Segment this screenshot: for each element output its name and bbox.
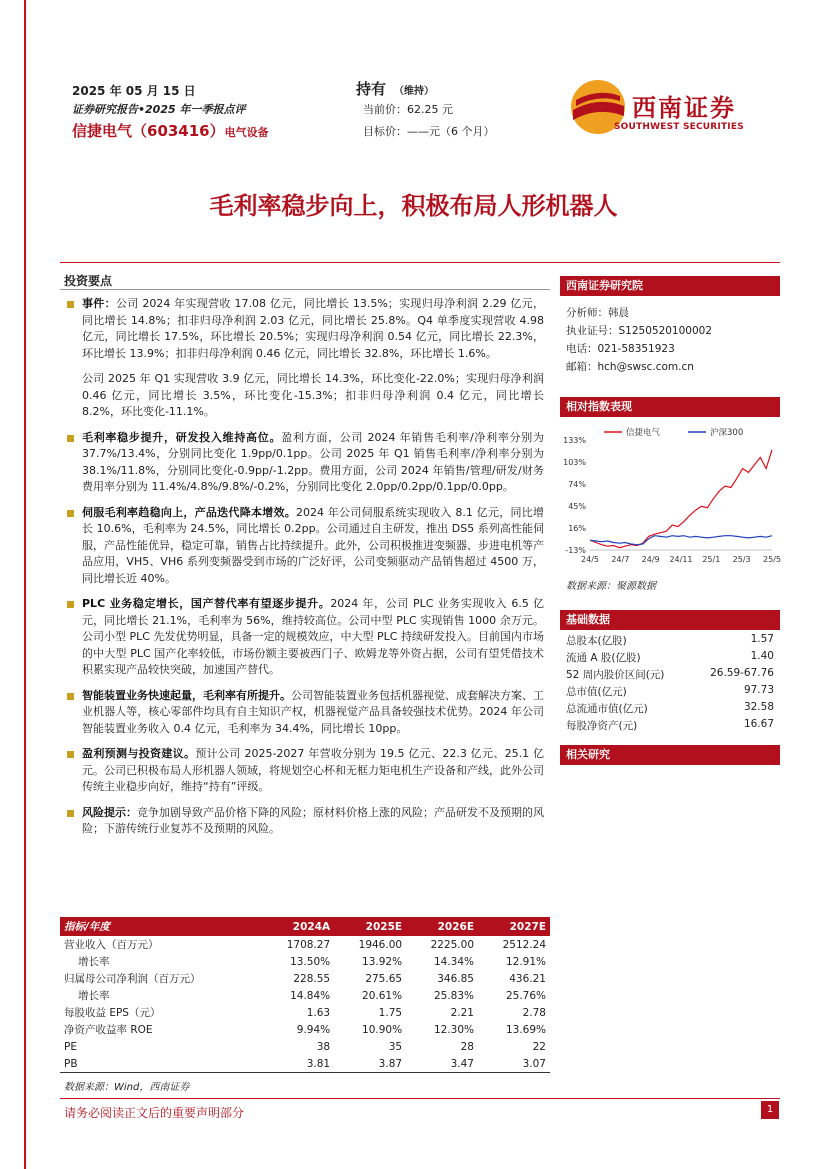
- point-lead: 智能装置业务快速起量，毛利率有所提升。: [82, 688, 291, 702]
- col-header: 2027E: [478, 917, 550, 936]
- table-row: [60, 1004, 550, 1021]
- point-text: 预计公司 2025-2027 年营收分别为 19.5 亿元、22.3 亿元、25.1 亿元。公司已积极布局人形机器人领域，将规划空心杯和无框力矩电机生产设备和产线，此外公司传统主业稳步向好，维持“持有”评级。: [82, 747, 544, 793]
- table-cell: 20.61%: [362, 989, 403, 1002]
- analyst-info: [566, 304, 712, 376]
- x-tick-label: 24/9: [641, 555, 660, 564]
- current-price: 当前价：62.25 元: [363, 103, 453, 116]
- row-label: 每股收益 EPS（元）: [64, 1007, 161, 1019]
- row-label: 净资产收益率 ROE: [64, 1024, 153, 1036]
- table-row: [60, 987, 550, 1004]
- point-lead: 毛利率稳步提升，研发投入维持高位。: [82, 430, 282, 444]
- point-lead: 盈利预测与投资建议。: [82, 747, 196, 760]
- table-cell: 3.87: [334, 1055, 406, 1073]
- stat-row: [566, 667, 774, 682]
- stat-label: 总市值(亿元): [566, 686, 627, 698]
- rating-value: 持有: [356, 80, 387, 98]
- table-cell: 38: [316, 1040, 331, 1053]
- stat-value: 97.73: [743, 684, 774, 696]
- table-cell: 275.65: [365, 972, 403, 985]
- x-tick-label: 25/1: [702, 555, 721, 564]
- table-cell: 436.21: [509, 972, 546, 985]
- x-tick-label: 24/5: [581, 555, 599, 564]
- footer-divider: [60, 1098, 780, 1099]
- point-text: 2024 年公司伺服系统实现收入 8.1 亿元，同比增长 10.6%，毛利率为 24.5%，同比增长 0.2pp。公司通过自主研发，推出 DS5 系列高性能伺服，产品性能优异，稳定可靠，销售占比持续提升。此外，公司积极推进变频器、步进电机等产品应用，VH5、VH6 系列变频器受到市场的广泛好评，公司变频驱动产品销售超过 4500 万，同比增长近 40%。: [82, 505, 544, 585]
- report-title: 毛利率稳步向上，积极布局人形机器人: [209, 192, 618, 220]
- point-text: 盈利方面，公司 2024 年销售毛利率/净利率分别为 37.7%/13.4%，分别同比变化 1.9pp/0.1pp。公司 2025 年 Q1 销售毛利率/净利率分别为 38.1%/11.8%，分别同比变化-0.9pp/-1.2pp。费用方面，公司 2024 年销售/管理/研发/财务费用率分别为 11.4%/4.8%/9.8%/-0.2%，分别同比变化 2.0pp/0.2pp/0.1pp/0.0pp。: [82, 430, 544, 493]
- table-row: [60, 953, 550, 970]
- table-cell: 1.75: [378, 1006, 403, 1019]
- logo-text-en: SOUTHWEST SECURITIES: [614, 122, 744, 132]
- stat-label: 总流通市值(亿元): [566, 703, 648, 715]
- y-tick-label: 16%: [568, 524, 586, 533]
- analyst-email: 邮箱：hch@swsc.com.cn: [566, 361, 694, 373]
- point-lead: 事件：: [82, 297, 116, 310]
- company-code: 信捷电气（603416）: [72, 122, 225, 140]
- stat-label: 流通 A 股(亿股): [566, 652, 641, 664]
- table-cell: 9.94%: [296, 1023, 331, 1036]
- table-cell: 14.84%: [290, 989, 331, 1002]
- point-lead: 风险提示：: [82, 805, 137, 819]
- stat-row: [566, 701, 774, 716]
- left-red-rule: [24, 0, 26, 1169]
- table-cell: 14.34%: [433, 955, 474, 968]
- industry-label: 电气设备: [224, 126, 269, 139]
- table-cell: 2225.00: [430, 938, 474, 951]
- stat-value: 1.40: [750, 650, 774, 662]
- legend-label: 信捷电气: [626, 428, 661, 438]
- point-text: 公司 2025 年 Q1 实现营收 3.9 亿元，同比增长 14.3%，环比变化-22.0%；实现归母净利润 0.46 亿元，同比增长 3.5%，环比变化-15.3%；扣非归母净利润 0.4 亿元，同比增长 8.2%，环比变化-11.1%。: [82, 372, 544, 418]
- table-cell: 12.91%: [505, 955, 546, 968]
- table-cell: 28: [460, 1040, 474, 1053]
- y-tick-label: 45%: [568, 502, 586, 511]
- rating-note: （维持）: [394, 86, 435, 97]
- table-cell: 12.30%: [433, 1023, 474, 1036]
- table-cell: 3.47: [406, 1055, 478, 1073]
- chart-source: 数据来源：聚源数据: [566, 581, 656, 592]
- point-lead: 伺服毛利率趋稳向上，产品迭代降本增效。: [82, 505, 297, 519]
- table-cell: 1946.00: [358, 938, 403, 951]
- stat-row: [566, 718, 774, 733]
- point-text: 公司 2024 年实现营收 17.08 亿元，同比增长 13.5%；实现归母净利润 2.29 亿元，同比增长 14.8%；扣非归母净利润 2.03 亿元，同比增长 25.8%。Q4 单季度实现营收 4.98 亿元，同比增长 17.5%，环比增长 20.5%；实现归母净利润 0.54 亿元，同比增长 22.3%，环比增长 13.9%；扣非归母净利润 0.46 亿元，同比增长 32.8%，环比增长 1.6%。: [82, 297, 544, 360]
- series-line-company: [590, 450, 772, 548]
- table-cell: 10.90%: [362, 1023, 403, 1036]
- point-text: 公司智能装置业务包括机器视觉、成套解决方案、工业机器人等，核心零部件均具有自主知识产权，机器视觉产品具备较强技术优势。2024 年公司智能装置业务收入 0.4 亿元，毛利率为 34.4%，同比增长 10pp。: [82, 688, 544, 735]
- row-label: 增长率: [78, 956, 110, 968]
- series-line-index: [590, 536, 772, 545]
- stat-value: 16.67: [743, 718, 774, 730]
- table-row: [60, 1038, 550, 1055]
- stat-label: 每股净资产(元): [566, 720, 638, 732]
- title-divider: [60, 262, 780, 263]
- analyst-cert: 执业证号：S1250520100002: [566, 325, 713, 337]
- row-label: 归属母公司净利润（百万元）: [64, 973, 201, 985]
- rating: [356, 78, 434, 99]
- table-cell: 25.76%: [505, 989, 546, 1002]
- table-row: [60, 970, 550, 987]
- table-cell: 346.85: [437, 972, 474, 985]
- point-margin: [64, 430, 544, 496]
- point-smart-device: [64, 688, 544, 738]
- col-header: 2024A: [262, 917, 334, 936]
- y-tick-label: 74%: [568, 480, 586, 489]
- investment-divider: [60, 289, 550, 290]
- table-cell: 13.50%: [290, 955, 331, 968]
- stat-row: [566, 633, 774, 648]
- point-text: 2024 年，公司 PLC 业务实现收入 6.5 亿元，同比增长 21.1%，毛利率为 56%，维持较高位。公司中型 PLC 实现销售 1000 余万元。公司小型 PLC 先发优势明显，具备一定的规模效应，中大型 PLC 持续研发投入。目前国内市场的中大型 PLC 国产化率较低，市场份额主要被西门子、欧姆龙等外资占据，公司有望凭借技术积累实现产品较快突破，加速国产替代。: [82, 597, 544, 676]
- row-label: 增长率: [78, 990, 110, 1002]
- point-plc: [64, 596, 544, 679]
- stat-value: 1.57: [750, 633, 774, 645]
- row-label: PB: [60, 1055, 262, 1073]
- financial-forecast-table: [60, 917, 550, 1073]
- footer-disclaimer: 请务必阅读正文后的重要声明部分: [64, 1106, 245, 1120]
- y-tick-label: 133%: [563, 436, 586, 445]
- legend-label: 沪深300: [710, 428, 744, 438]
- table-cell: 13.69%: [505, 1023, 546, 1036]
- target-price: 目标价：——元（6 个月）: [363, 125, 495, 138]
- stat-label: 52 周内股价区间(元): [566, 669, 665, 681]
- table-cell: 35: [388, 1040, 403, 1053]
- y-tick-label: 103%: [563, 458, 586, 467]
- page-number: 1: [761, 1101, 779, 1119]
- table-cell: 1.63: [306, 1006, 331, 1019]
- table-cell: 2.21: [450, 1006, 474, 1019]
- report-type: 证券研究报告•2025 年一季报点评: [72, 103, 246, 116]
- col-header: 2026E: [406, 917, 478, 936]
- company-name: [72, 120, 269, 141]
- table-row: [60, 1055, 550, 1073]
- stat-value: 26.59-67.76: [710, 667, 774, 679]
- table-cell: 25.83%: [433, 989, 474, 1002]
- logo-text-cn: 西南证券: [632, 94, 736, 122]
- investment-heading: 投资要点: [64, 274, 113, 288]
- x-tick-label: 25/3: [732, 555, 751, 564]
- point-lead: PLC 业务稳定增长，国产替代率有望逐步提升。: [82, 597, 331, 610]
- x-tick-label: 24/11: [669, 555, 693, 564]
- y-tick-label: -13%: [565, 546, 586, 555]
- stat-label: 总股本(亿股): [566, 635, 627, 647]
- point-event: [64, 296, 544, 362]
- table-header-row: [60, 917, 550, 936]
- relative-index-chart: [560, 422, 782, 572]
- point-servo: [64, 505, 544, 588]
- investment-points: [64, 296, 544, 847]
- x-tick-label: 25/5: [763, 555, 781, 564]
- related-research-heading: 相关研究: [560, 745, 780, 765]
- table-row: [60, 1021, 550, 1038]
- x-tick-label: 24/7: [611, 555, 630, 564]
- stat-row: [566, 684, 774, 699]
- relative-index-heading: 相对指数表现: [560, 397, 780, 417]
- table-cell: 228.55: [293, 972, 331, 985]
- point-q1: [64, 371, 544, 421]
- basic-data-heading: 基础数据: [560, 610, 780, 630]
- table-cell: 2512.24: [502, 938, 546, 951]
- table-cell: 22: [532, 1040, 546, 1053]
- institute-heading: 西南证券研究院: [560, 276, 780, 296]
- analyst-name: 分析师：韩晨: [566, 307, 629, 319]
- row-label: PE: [64, 1040, 77, 1053]
- col-header: 2025E: [334, 917, 406, 936]
- stat-row: [566, 650, 774, 665]
- table-cell: 3.07: [478, 1055, 550, 1073]
- table-cell: 3.81: [262, 1055, 334, 1073]
- table-cell: 13.92%: [362, 955, 403, 968]
- col-header: 指标/年度: [60, 917, 262, 936]
- point-risk: [64, 805, 544, 838]
- point-forecast: [64, 746, 544, 796]
- point-text: 竞争加剧导致产品价格下降的风险；原材料价格上涨的风险；产品研发不及预期的风险；下游传统行业复苏不及预期的风险。: [82, 805, 544, 835]
- analyst-phone: 电话：021-58351923: [566, 343, 675, 355]
- table-source: 数据来源：Wind，西南证券: [64, 1082, 190, 1093]
- stat-value: 32.58: [743, 701, 774, 713]
- report-date: 2025 年 05 月 15 日: [72, 84, 196, 98]
- table-row: [60, 936, 550, 953]
- table-cell: 1708.27: [286, 938, 331, 951]
- row-label: 营业收入（百万元）: [64, 939, 159, 951]
- table-cell: 2.78: [522, 1006, 546, 1019]
